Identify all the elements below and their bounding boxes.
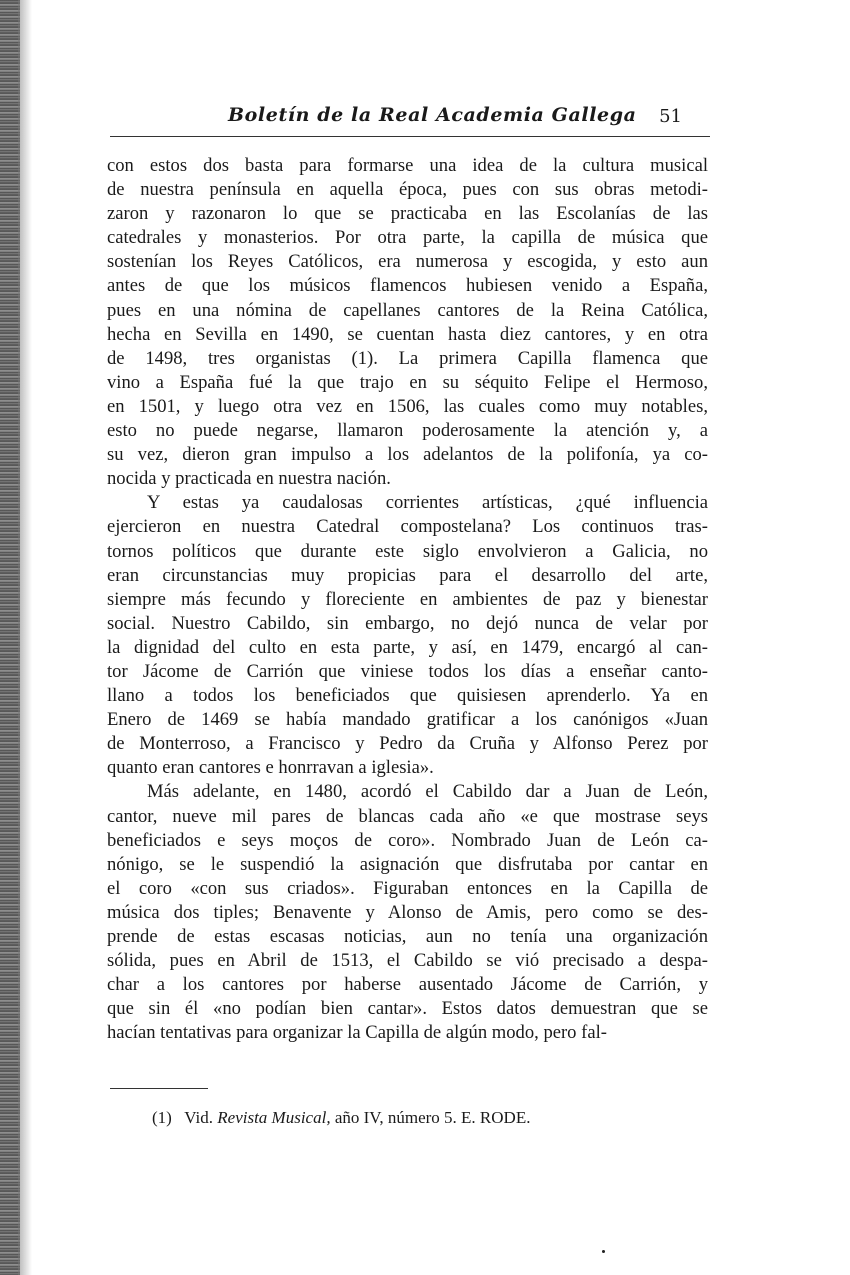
text-line: beneficiados e seys moços de coro». Nombrado Juan de León ca- — [107, 829, 708, 851]
page-edge-shadow — [0, 0, 20, 1275]
paragraph — [107, 154, 708, 491]
text-line: que sin él «no podían bien cantar». Estos datos demuestran que se — [107, 998, 708, 1020]
text-line: cantor, nueve mil pares de blancas cada año «e que mostrase seys — [107, 805, 708, 827]
running-header — [110, 100, 710, 137]
text-line: antes de que los músicos flamencos hubiesen venido a España, — [107, 275, 708, 297]
text-line: eran circunstancias muy propicias para el desarrollo del arte, — [107, 564, 708, 586]
text-line: vino a España fué la que trajo en su séquito Felipe el Hermoso, — [107, 371, 708, 393]
text-line: nocida y practicada en nuestra nación. — [107, 468, 391, 490]
text-line: nónigo, se le suspendió la asignación que disfrutaba por cantar en — [107, 853, 708, 875]
text-line: con estos dos basta para formarse una idea de la cultura musical — [107, 155, 708, 176]
text-line: catedrales y monasterios. Por otra parte, la capilla de música que — [107, 227, 708, 249]
body-text — [107, 154, 708, 1045]
text-line: de 1498, tres organistas (1). La primera Capilla flamenca que — [107, 347, 708, 369]
footnote-rest: año IV, número 5. E. RODE. — [334, 1108, 531, 1127]
text-line: quanto eran cantores e honrravan a iglesia». — [107, 757, 434, 779]
text-line: en 1501, y luego otra vez en 1506, las cuales como muy notables, — [107, 395, 708, 417]
text-line: tor Jácome de Carrión que viniese todos los días a enseñar canto- — [107, 660, 708, 682]
text-line: tornos políticos que durante este siglo envolvieron a Galicia, no — [107, 540, 708, 562]
paragraph — [107, 491, 708, 780]
text-line: sólida, pues en Abril de 1513, el Cabildo se vió precisado a despa- — [107, 950, 708, 972]
text-line: de nuestra península en aquella época, pues con sus obras metodi- — [107, 179, 708, 201]
text-line: hecha en Sevilla en 1490, se cuentan hasta diez cantores, y en otra — [107, 323, 708, 345]
text-line: hacían tentativas para organizar la Capilla de algún modo, pero fal- — [107, 1022, 607, 1044]
page-number: 51 — [659, 106, 682, 127]
text-line: la dignidad del culto en esta parte, y así, en 1479, encargó al can- — [107, 636, 708, 658]
text-line: llano a todos los beneficiados que quisiesen aprenderlo. Ya en — [107, 685, 708, 707]
text-line: social. Nuestro Cabildo, sin embargo, no dejó nunca de velar por — [107, 612, 708, 634]
text-line: ejercieron en nuestra Catedral compostelana? Los continuos tras- — [107, 516, 708, 538]
text-line: pues en una nómina de capellanes cantores de la Reina Católica, — [107, 299, 708, 321]
footnote-prefix: Vid. — [184, 1108, 214, 1127]
text-line: Más adelante, en 1480, acordó el Cabildo dar a Juan de León, — [147, 781, 708, 803]
text-line: Enero de 1469 se había mandado gratificar a los canónigos «Juan — [107, 709, 708, 731]
text-line: de Monterroso, a Francisco y Pedro da Cruña y Alfonso Perez por — [107, 733, 708, 755]
footnote-divider — [110, 1088, 208, 1089]
text-line: siempre más fecundo y floreciente en ambientes de paz y bienestar — [107, 588, 708, 610]
text-line: esto no puede negarse, llamaron poderosamente la atención y, a — [107, 420, 708, 442]
text-line: Y estas ya caudalosas corrientes artísticas, ¿qué influencia — [147, 492, 708, 514]
text-line: char a los cantores por haberse ausentado Jácome de Carrión, y — [107, 974, 708, 996]
running-header-title: Boletín de la Real Academia Gallega — [228, 104, 637, 126]
text-line: sostenían los Reyes Católicos, era numerosa y escogida, y esto aun — [107, 251, 708, 273]
paragraph — [107, 780, 708, 1045]
footnote-marker: (1) — [152, 1108, 172, 1127]
text-line: zaron y razonaron lo que se practicaba en las Escolanías de las — [107, 203, 708, 225]
footnote-journal: Revista Musical, — [217, 1108, 331, 1127]
text-line: música dos tiples; Benavente y Alonso de Amis, pero como se des- — [107, 901, 708, 923]
page-edge-fade — [18, 0, 32, 1275]
text-line: su vez, dieron gran impulso a los adelantos de la polifonía, ya co- — [107, 444, 708, 466]
text-line: prende de estas escasas noticias, aun no tenía una organización — [107, 926, 708, 947]
scan-speck — [602, 1250, 605, 1253]
text-line: el coro «con sus criados». Figuraban entonces en la Capilla de — [107, 877, 708, 899]
footnote — [152, 1108, 530, 1128]
